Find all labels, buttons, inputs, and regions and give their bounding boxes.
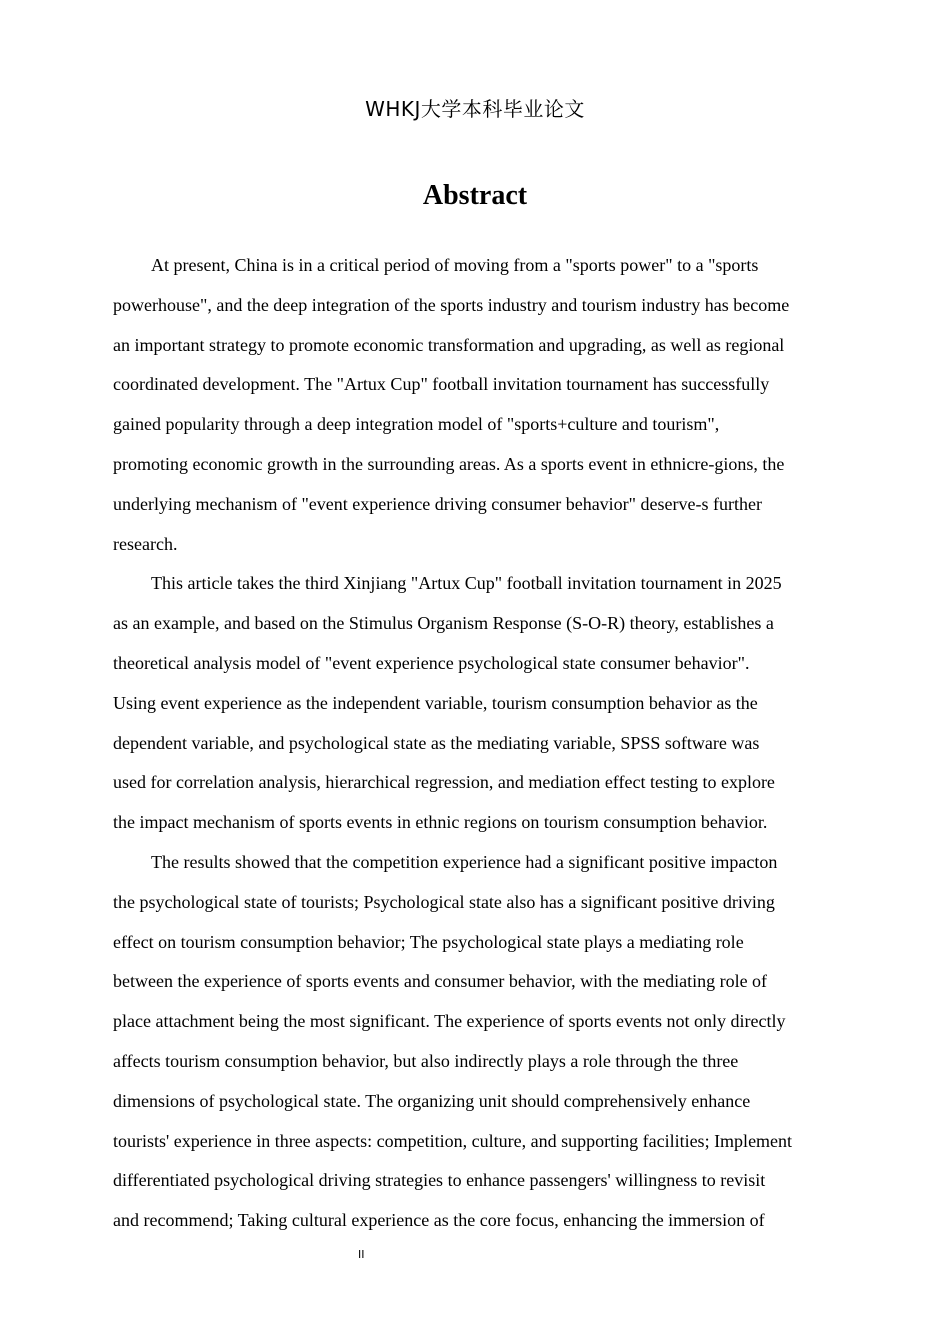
page-header: WHKJ大学本科毕业论文	[365, 97, 585, 121]
page-number: II	[358, 1248, 365, 1261]
paragraph-1: At present, China is in a critical period of moving from a "sports power" to a "sports powerhouse", and the deep integration of the sports industry and tourism industry has become an important strategy to promote economic transformation and upgrading, as well as regional coordinated development. The "Artux Cup" football invitation tournament has successfully gained popularity through a deep integration model of "sports+culture and tourism", promoting economic growth in the surrounding areas. As a sports event in ethnicre-gions, the underlying mechanism of "event experience driving consumer behavior" deserve-s further research.	[113, 255, 790, 554]
paragraph-2: This article takes the third Xinjiang "Artux Cup" football invitation tournament in 2025 as an example, and based on the Stimulus Organism Response (S-O-R) theory, establishes a theoretical analysis model of "event experience psychological state consumer behavior". Using event experience as the independent variable, tourism consumption behavior as the dependent variable, and psychological state as the mediating variable, SPSS software was used for correlation analysis, hierarchical regression, and mediation effect testing to explore the impact mechanism of sports events in ethnic regions on tourism consumption behavior.	[113, 573, 782, 833]
abstract-title: Abstract	[422, 180, 528, 211]
paragraph-3: The results showed that the competition experience had a significant positive impacton the psychological state of tourists; Psychological state also has a significant positive driving effect on tourism consumption behavior; The psychological state plays a mediating role between the experience of sports events and consumer behavior, with the mediating role of place attachment being the most significant. The experience of sports events not only directly affects tourism consumption behavior, but also indirectly plays a role through the three dimensions of psychological state. The organizing unit should comprehensively enhance tourists' experience in three aspects: competition, culture, and supporting facilities; Implement differentiated psychological driving strategies to enhance passengers' willingness to revisit and recommend; Taking cultural experience as the core focus, enhancing the immersion of	[113, 851, 793, 1231]
abstract-body	[113, 246, 843, 1241]
